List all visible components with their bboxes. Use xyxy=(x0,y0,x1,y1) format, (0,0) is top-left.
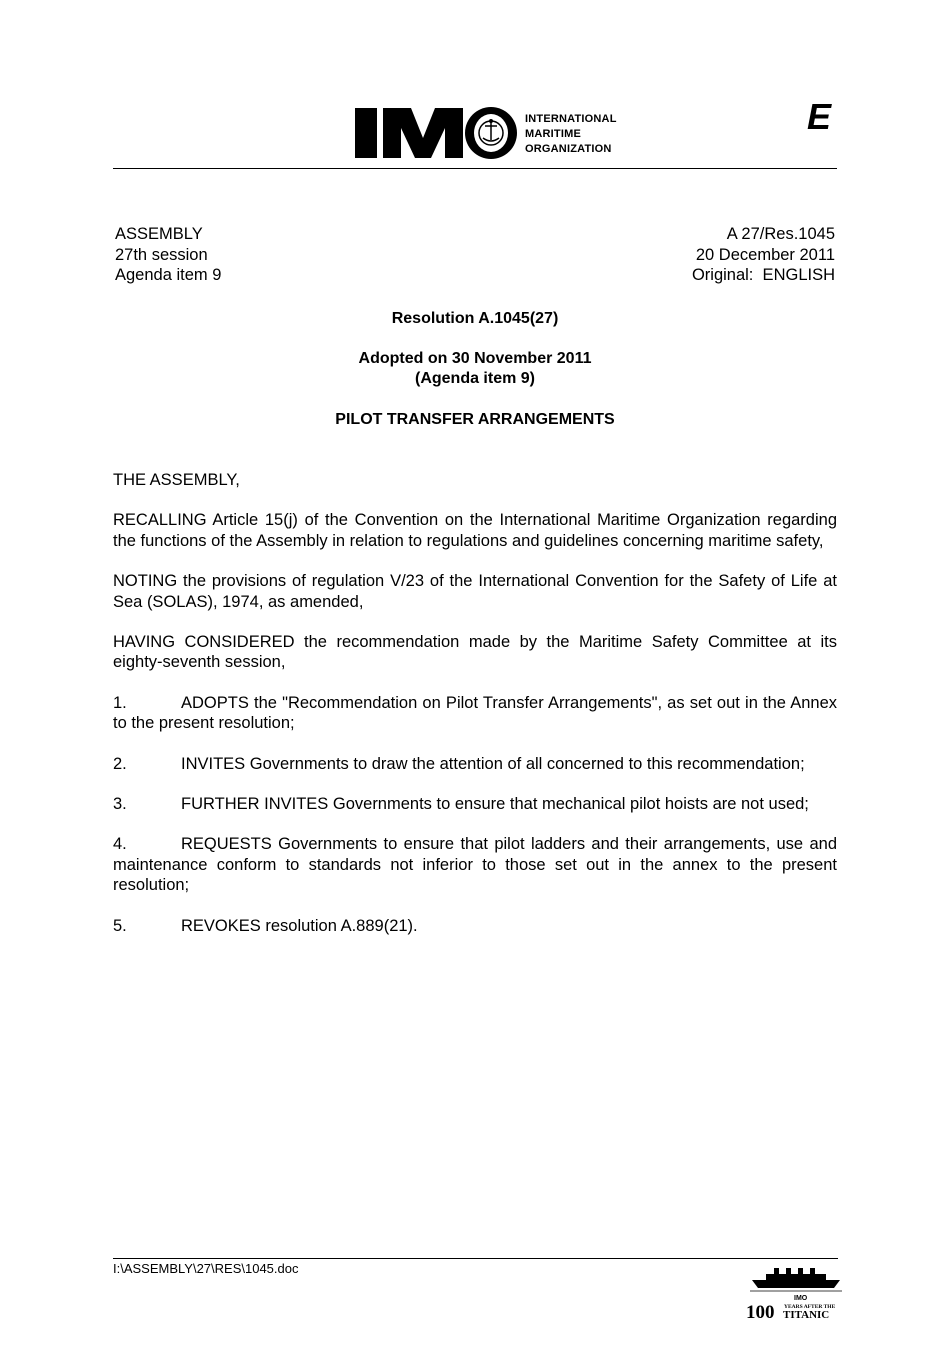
resolution-body xyxy=(113,470,837,956)
preamble-paragraph: NOTING the provisions of regulation V/23 of the International Convention for the Safety of Life at Sea (SOLAS), 1974, as amended, xyxy=(113,572,837,611)
meta-right xyxy=(692,224,835,286)
language-code: E xyxy=(806,96,831,137)
operative-paragraph xyxy=(113,794,837,814)
document-symbol: A 27/Res.1045 xyxy=(726,225,835,243)
paragraph-text: REVOKES resolution A.889(21). xyxy=(181,916,418,935)
operative-paragraph xyxy=(113,834,837,895)
paragraph-number: 5. xyxy=(113,916,127,935)
adopted-agenda: (Agenda item 9) xyxy=(414,370,535,387)
document-date: 20 December 2011 xyxy=(695,245,835,264)
document-header xyxy=(113,96,837,166)
meta-left xyxy=(115,224,221,286)
body-name: ASSEMBLY xyxy=(115,225,203,243)
session: 27th session xyxy=(115,245,208,264)
operative-paragraph xyxy=(113,916,837,936)
organization-name: INTERNATIONAL MARITIME ORGANIZATION xyxy=(525,113,617,155)
paragraph-text: FURTHER INVITES Governments to ensure that mechanical pilot hoists are not used; xyxy=(181,795,809,814)
paragraph-number: 2. xyxy=(113,754,127,773)
svg-text:YEARS AFTER THE: YEARS AFTER THE xyxy=(784,1304,836,1310)
svg-text:TITANIC: TITANIC xyxy=(783,1309,830,1321)
footer-rule xyxy=(113,1258,838,1259)
paragraph-number: 4. xyxy=(113,835,127,854)
original-language: Original: ENGLISH xyxy=(691,266,835,284)
preamble-paragraph: RECALLING Article 15(j) of the Convention on the International Maritime Organization regarding the functions of the Assembly in relation to regulations and guidelines concerning maritime safety, xyxy=(113,511,837,550)
resolution-subject: PILOT TRANSFER ARRANGEMENTS xyxy=(335,411,615,428)
agenda-item: Agenda item 9 xyxy=(115,266,222,284)
paragraph-text: INVITES Governments to draw the attention of all concerned to this recommendation; xyxy=(181,754,805,773)
preamble-paragraph: HAVING CONSIDERED the recommendation made by the Maritime Safety Committee at its eighty-seventh session, xyxy=(113,633,837,672)
imo-logo xyxy=(353,104,518,162)
adoption-info xyxy=(113,349,837,389)
operative-paragraph xyxy=(113,754,837,774)
svg-text:IMO: IMO xyxy=(794,1295,808,1302)
paragraph-number: 1. xyxy=(113,693,127,712)
resolution-title: Resolution A.1045(27) xyxy=(391,310,559,327)
paragraph-text: ADOPTS the "Recommendation on Pilot Transfer Arrangements", as set out in the Annex to the present resolution; xyxy=(113,693,837,733)
ship-icon xyxy=(744,1264,848,1324)
preamble-paragraph: THE ASSEMBLY, xyxy=(113,471,240,489)
operative-paragraph xyxy=(113,693,837,734)
header-rule xyxy=(113,168,837,169)
paragraph-number: 3. xyxy=(113,795,127,814)
adopted-date: Adopted on 30 November 2011 xyxy=(358,350,592,367)
file-path: I:\ASSEMBLY\27\RES\1045.doc xyxy=(113,1261,299,1276)
paragraph-text: REQUESTS Governments to ensure that pilot ladders and their arrangements, use and maintenance conform to standards not inferior to those set out in the annex to the present resolution; xyxy=(113,835,837,895)
titanic-centenary-logo xyxy=(744,1264,848,1324)
svg-text:100: 100 xyxy=(746,1302,775,1323)
